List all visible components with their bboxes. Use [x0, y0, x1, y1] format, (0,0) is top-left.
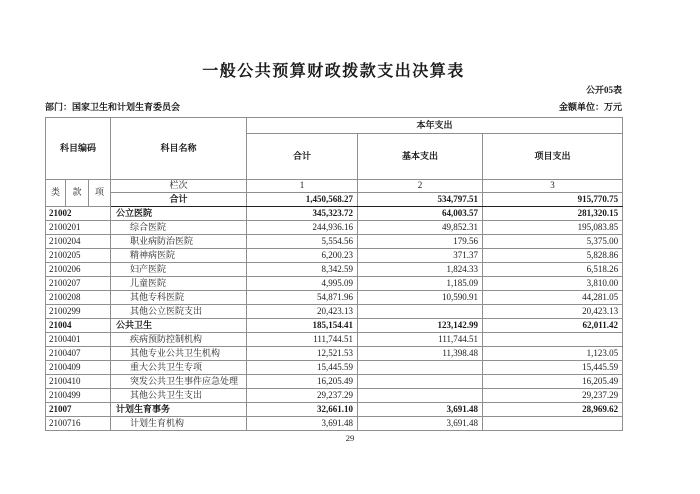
total-cell: 4,995.09	[247, 277, 358, 291]
subject-name-cell: 公共卫生	[111, 319, 247, 333]
total-cell: 54,871.96	[247, 291, 358, 305]
project-cell: 5,375.00	[483, 235, 623, 249]
subject-code-cell: 2100206	[46, 263, 111, 277]
subject-code-cell: 2100410	[46, 375, 111, 389]
subject-name-cell: 突发公共卫生事件应急处理	[111, 375, 247, 389]
subject-code-cell: 2100409	[46, 361, 111, 375]
total-cell: 345,323.72	[247, 207, 358, 221]
header-year-expenditure: 本年支出	[247, 118, 623, 134]
total-cell: 16,205.49	[247, 375, 358, 389]
table-row	[46, 347, 623, 361]
expenditure-table	[45, 117, 623, 431]
subject-name-cell: 妇产医院	[111, 263, 247, 277]
header-subject-code: 科目编码	[46, 118, 111, 180]
project-cell: 62,011.42	[483, 319, 623, 333]
total-cell: 3,691.48	[247, 417, 358, 431]
subject-code-cell: 2100407	[46, 347, 111, 361]
basic-cell	[358, 389, 483, 403]
project-cell: 20,423.13	[483, 305, 623, 319]
subject-code-cell: 2100201	[46, 221, 111, 235]
table-body	[46, 118, 623, 431]
meta-row	[45, 100, 622, 113]
column-index-row	[46, 180, 623, 193]
total-cell: 15,445.59	[247, 361, 358, 375]
project-cell: 15,445.59	[483, 361, 623, 375]
subject-code-cell: 2100716	[46, 417, 111, 431]
table-row	[46, 235, 623, 249]
column-index-label: 栏次	[111, 180, 247, 193]
header-section: 款	[66, 180, 89, 207]
subject-code-cell: 2100499	[46, 389, 111, 403]
project-cell: 1,123.05	[483, 347, 623, 361]
header-basic: 基本支出	[358, 134, 483, 180]
total-cell: 111,744.51	[247, 333, 358, 347]
table-row	[46, 333, 623, 347]
basic-cell	[358, 361, 483, 375]
header-total: 合计	[247, 134, 358, 180]
table-row	[46, 375, 623, 389]
subject-name-cell: 综合医院	[111, 221, 247, 235]
subject-name-cell: 计划生育事务	[111, 403, 247, 417]
basic-cell: 123,142.99	[358, 319, 483, 333]
total-cell: 185,154.41	[247, 319, 358, 333]
table-row	[46, 403, 623, 417]
basic-cell: 11,398.48	[358, 347, 483, 361]
basic-cell: 10,590.91	[358, 291, 483, 305]
total-cell: 6,200.23	[247, 249, 358, 263]
basic-cell: 1,824.33	[358, 263, 483, 277]
table-row	[46, 249, 623, 263]
total-cell: 244,936.16	[247, 221, 358, 235]
total-cell: 5,554.56	[247, 235, 358, 249]
table-row	[46, 277, 623, 291]
basic-cell: 64,003.57	[358, 207, 483, 221]
subject-code-cell: 2100207	[46, 277, 111, 291]
subject-name-cell: 计划生育机构	[111, 417, 247, 431]
total-cell: 32,661.10	[247, 403, 358, 417]
project-cell: 195,083.85	[483, 221, 623, 235]
grand-total-basic: 534,797.51	[358, 193, 483, 207]
basic-cell: 3,691.48	[358, 417, 483, 431]
project-cell: 16,205.49	[483, 375, 623, 389]
subject-code-cell: 2100204	[46, 235, 111, 249]
table-number: 公开05表	[585, 85, 622, 95]
page-number: 29	[345, 433, 355, 443]
subject-name-cell: 公立医院	[111, 207, 247, 221]
project-cell	[483, 417, 623, 431]
project-cell: 6,518.26	[483, 263, 623, 277]
grand-total-project: 915,770.75	[483, 193, 623, 207]
subject-name-cell: 重大公共卫生专项	[111, 361, 247, 375]
total-cell: 29,237.29	[247, 389, 358, 403]
table-row	[46, 221, 623, 235]
grand-total-label: 合计	[111, 193, 247, 207]
header-subject-name: 科目名称	[111, 118, 247, 180]
project-cell: 3,810.00	[483, 277, 623, 291]
table-row	[46, 291, 623, 305]
project-cell: 29,237.29	[483, 389, 623, 403]
page-title: 一般公共预算财政拨款支出决算表	[202, 63, 465, 80]
basic-cell: 1,185.09	[358, 277, 483, 291]
project-cell: 5,828.86	[483, 249, 623, 263]
total-cell: 12,521.53	[247, 347, 358, 361]
subject-code-cell: 2100205	[46, 249, 111, 263]
grand-total-row	[46, 193, 623, 207]
subject-code-cell: 21002	[46, 207, 111, 221]
basic-cell: 3,691.48	[358, 403, 483, 417]
subject-name-cell: 儿童医院	[111, 277, 247, 291]
basic-cell	[358, 375, 483, 389]
table-row	[46, 389, 623, 403]
subject-name-cell: 其他专科医院	[111, 291, 247, 305]
column-num-1: 1	[247, 180, 358, 193]
header-row-1	[46, 118, 623, 134]
grand-total-total: 1,450,568.27	[247, 193, 358, 207]
total-cell: 8,342.59	[247, 263, 358, 277]
basic-cell: 49,852.31	[358, 221, 483, 235]
basic-cell	[358, 305, 483, 319]
subject-name-cell: 职业病防治医院	[111, 235, 247, 249]
table-row	[46, 207, 623, 221]
basic-cell: 111,744.51	[358, 333, 483, 347]
column-num-2: 2	[358, 180, 483, 193]
subject-code-cell: 2100401	[46, 333, 111, 347]
header-project: 项目支出	[483, 134, 623, 180]
table-row	[46, 263, 623, 277]
basic-cell: 371.37	[358, 249, 483, 263]
project-cell: 28,969.62	[483, 403, 623, 417]
subject-name-cell: 其他专业公共卫生机构	[111, 347, 247, 361]
header-class: 类	[46, 180, 66, 207]
project-cell: 281,320.15	[483, 207, 623, 221]
project-cell: 44,281.05	[483, 291, 623, 305]
table-row	[46, 417, 623, 431]
basic-cell: 179.56	[358, 235, 483, 249]
subject-code-cell: 2100208	[46, 291, 111, 305]
subject-code-cell: 2100299	[46, 305, 111, 319]
subject-name-cell: 疾病预防控制机构	[111, 333, 247, 347]
unit-label: 金额单位：万元	[558, 102, 622, 112]
subject-name-cell: 精神病医院	[111, 249, 247, 263]
project-cell	[483, 333, 623, 347]
subject-code-cell: 21007	[46, 403, 111, 417]
subject-code-cell: 21004	[46, 319, 111, 333]
total-cell: 20,423.13	[247, 305, 358, 319]
table-row	[46, 319, 623, 333]
subject-name-cell: 其他公立医院支出	[111, 305, 247, 319]
table-row	[46, 305, 623, 319]
department-label: 部门：国家卫生和计划生育委员会	[45, 102, 181, 112]
column-num-3: 3	[483, 180, 623, 193]
table-row	[46, 361, 623, 375]
header-item: 项	[89, 180, 111, 207]
subject-name-cell: 其他公共卫生支出	[111, 389, 247, 403]
